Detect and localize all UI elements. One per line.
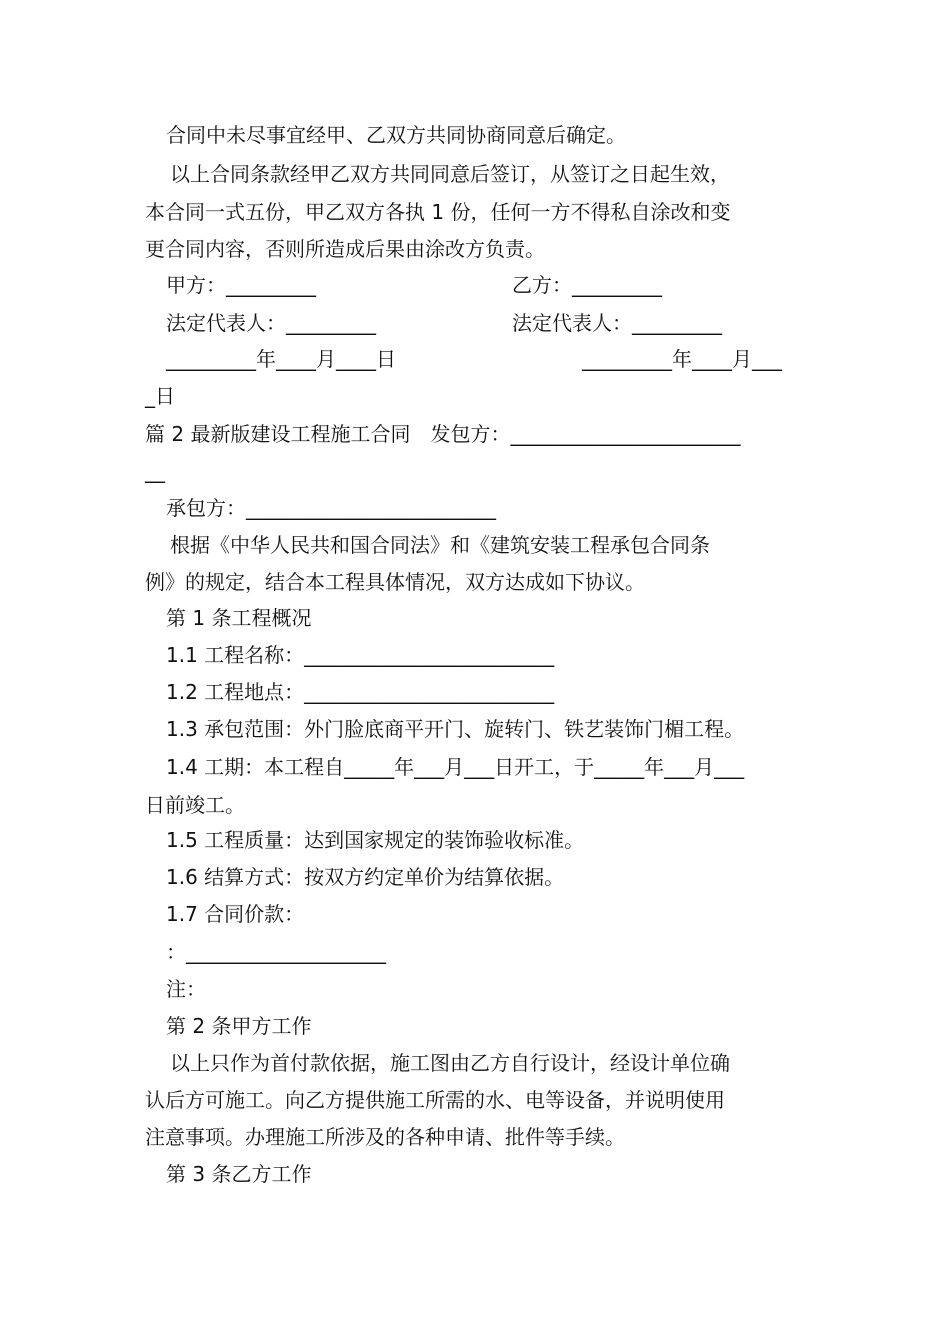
article-heading: 第 1 条工程概况 (166, 606, 312, 630)
clause-line: 1.2 工程地点：_________________________ (166, 680, 555, 704)
clause-line: 日前竣工。 (145, 793, 245, 817)
party-a-signature: 甲方：_________ (166, 273, 316, 297)
paragraph-line: 合同中未尽事宜经甲、乙双方共同协商同意后确定。 (166, 123, 626, 147)
paragraph-line: 认后方可施工。向乙方提供施工所需的水、电等设备，并说明使用 (145, 1088, 725, 1112)
party-b-signature: 乙方：_________ (512, 273, 662, 297)
paragraph-line: 以上只作为首付款依据，施工图由乙方自行设计，经设计单位确 (170, 1051, 730, 1075)
paragraph-line: 更合同内容，否则所造成后果由涂改方负责。 (145, 237, 545, 261)
clause-line: 1.7 合同价款： (166, 902, 305, 926)
party-b-date-continued: _日 (145, 384, 175, 408)
paragraph-line: 以上合同条款经甲乙双方共同同意后签订，从签订之日起生效， (170, 162, 730, 186)
clause-line: 1.1 工程名称：_________________________ (166, 643, 555, 667)
paragraph-line: 例》的规定，结合本工程具体情况，双方达成如下协议。 (145, 570, 645, 594)
paragraph-line: __ (145, 459, 165, 483)
party-b-representative: 法定代表人：_________ (512, 311, 722, 335)
article-heading: 第 3 条乙方工作 (166, 1162, 312, 1186)
paragraph-line: 本合同一式五份，甲乙双方各执 1 份，任何一方不得私自涂改和变 (145, 200, 731, 224)
clause-line: 1.5 工程质量：达到国家规定的装饰验收标准。 (166, 828, 585, 852)
paragraph-line: 根据《中华人民共和国合同法》和《建筑安装工程承包合同条 (170, 533, 710, 557)
party-b-date: _________年____月___ (582, 347, 782, 371)
note-label: 注： (166, 977, 206, 1001)
clause-line: ：____________________ (166, 940, 386, 964)
clause-line: 1.6 结算方式：按双方约定单价为结算依据。 (166, 865, 565, 889)
party-a-representative: 法定代表人：_________ (166, 311, 376, 335)
clause-line: 1.4 工期：本工程自_____年___月___日开工，于_____年___月___ (166, 755, 745, 779)
contractor-field: 承包方：_________________________ (166, 496, 496, 520)
paragraph-line: 注意事项。办理施工所涉及的各种申请、批件等手续。 (145, 1125, 625, 1149)
clause-line: 1.3 承包范围：外门脸底商平开门、旋转门、铁艺装饰门楣工程。 (166, 717, 745, 741)
article-heading: 第 2 条甲方工作 (166, 1014, 312, 1038)
party-a-date: _________年____月____日 (166, 347, 396, 371)
section-heading: 篇 2 最新版建设工程施工合同 发包方：_______________________ (145, 422, 741, 446)
